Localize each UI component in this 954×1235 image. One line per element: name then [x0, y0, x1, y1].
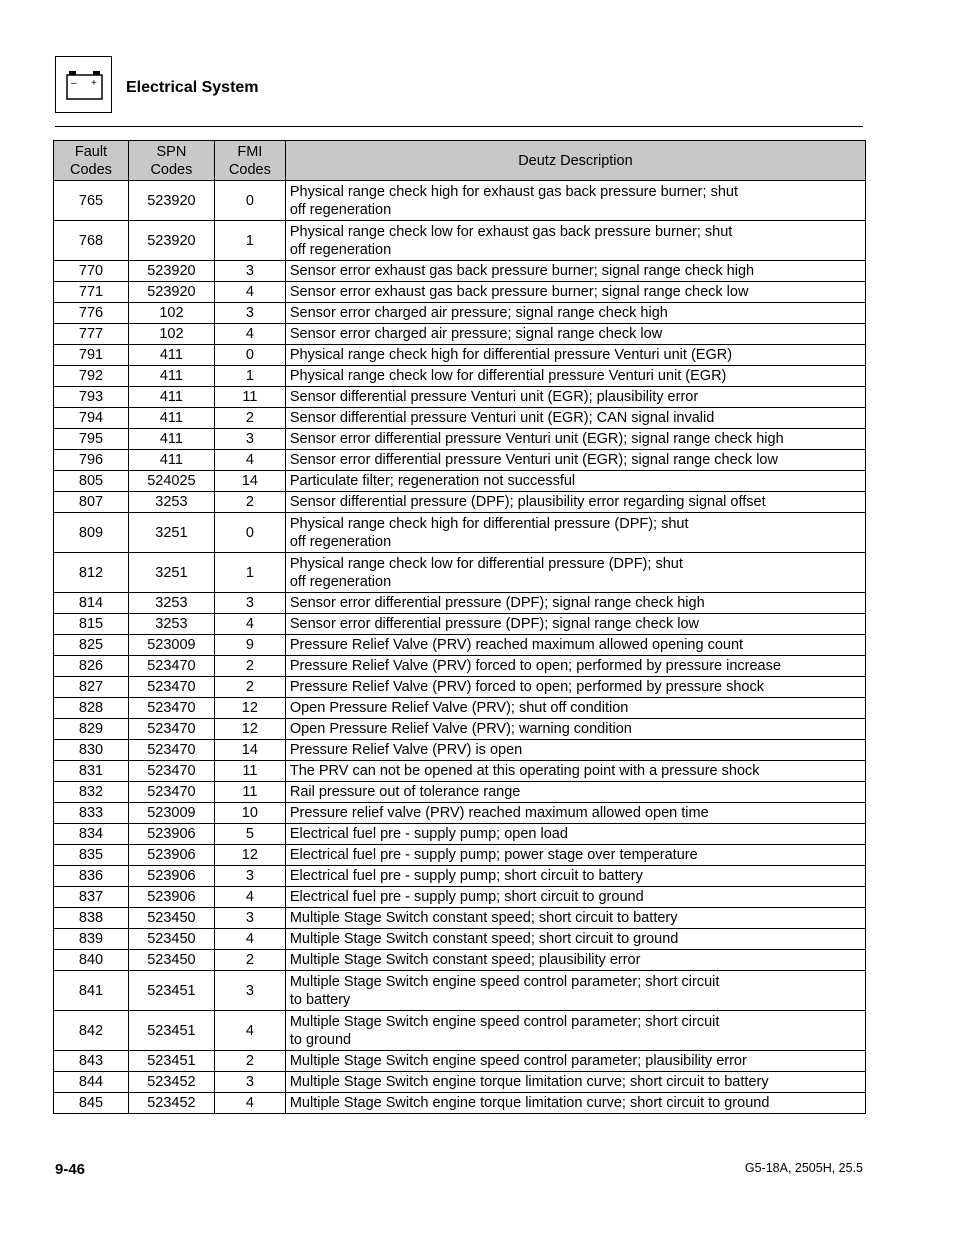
fmi-code-cell: 2	[214, 656, 285, 677]
spn-code-cell: 3253	[128, 614, 214, 635]
fault-code-cell: 843	[54, 1051, 129, 1072]
spn-code-cell: 411	[128, 450, 214, 471]
spn-code-cell: 3251	[128, 553, 214, 593]
spn-code-cell: 411	[128, 387, 214, 408]
fmi-code-cell: 5	[214, 824, 285, 845]
fmi-code-cell: 4	[214, 614, 285, 635]
description-cell: Sensor error charged air pressure; signal range check low	[285, 324, 865, 345]
table-row	[54, 492, 866, 513]
spn-code-cell: 523451	[128, 1051, 214, 1072]
fault-code-cell: 840	[54, 950, 129, 971]
fmi-code-cell: 1	[214, 221, 285, 261]
spn-code-cell: 3253	[128, 593, 214, 614]
fault-code-cell: 793	[54, 387, 129, 408]
spn-code-cell: 523906	[128, 887, 214, 908]
table-row	[54, 429, 866, 450]
spn-code-cell: 523470	[128, 656, 214, 677]
table-row	[54, 887, 866, 908]
description-cell: Physical range check low for differential pressure Venturi unit (EGR)	[285, 366, 865, 387]
table-row	[54, 324, 866, 345]
description-cell: Sensor error charged air pressure; signal range check high	[285, 303, 865, 324]
fault-code-cell: 795	[54, 429, 129, 450]
description-cell: Physical range check high for differential pressure (DPF); shut off regeneration	[285, 513, 865, 553]
table-row	[54, 782, 866, 803]
description-cell: Multiple Stage Switch engine speed control parameter; short circuit to battery	[285, 971, 865, 1011]
spn-code-cell: 523009	[128, 635, 214, 656]
fmi-code-cell: 2	[214, 1051, 285, 1072]
spn-code-cell: 523450	[128, 950, 214, 971]
fmi-code-cell: 2	[214, 950, 285, 971]
description-cell: Physical range check high for exhaust gas back pressure burner; shut off regeneration	[285, 181, 865, 221]
fault-code-cell: 825	[54, 635, 129, 656]
description-cell: Sensor error exhaust gas back pressure burner; signal range check low	[285, 282, 865, 303]
fault-code-cell: 842	[54, 1011, 129, 1051]
table-body	[54, 181, 866, 1114]
fmi-code-cell: 11	[214, 387, 285, 408]
fault-code-cell: 833	[54, 803, 129, 824]
fault-code-cell: 796	[54, 450, 129, 471]
fmi-code-cell: 3	[214, 866, 285, 887]
fault-code-cell: 770	[54, 261, 129, 282]
table-row	[54, 614, 866, 635]
spn-code-cell: 523920	[128, 221, 214, 261]
fmi-code-cell: 11	[214, 761, 285, 782]
fmi-code-cell: 1	[214, 366, 285, 387]
fault-code-cell: 841	[54, 971, 129, 1011]
spn-code-cell: 102	[128, 324, 214, 345]
fault-code-cell: 834	[54, 824, 129, 845]
battery-minus-sign: –	[71, 78, 77, 89]
spn-code-cell: 523452	[128, 1093, 214, 1114]
description-cell: Sensor error differential pressure (DPF); signal range check low	[285, 614, 865, 635]
description-cell: Pressure Relief Valve (PRV) is open	[285, 740, 865, 761]
description-cell: Sensor error differential pressure (DPF); signal range check high	[285, 593, 865, 614]
fault-code-cell: 814	[54, 593, 129, 614]
spn-code-cell: 523470	[128, 719, 214, 740]
fault-code-cell: 827	[54, 677, 129, 698]
fault-code-cell: 807	[54, 492, 129, 513]
header-fmi-codes: FMI Codes	[214, 141, 285, 181]
table-row	[54, 1093, 866, 1114]
table-row	[54, 593, 866, 614]
description-cell: Electrical fuel pre - supply pump; open load	[285, 824, 865, 845]
spn-code-cell: 523452	[128, 1072, 214, 1093]
fmi-code-cell: 1	[214, 553, 285, 593]
table-row	[54, 221, 866, 261]
fmi-code-cell: 3	[214, 261, 285, 282]
fmi-code-cell: 2	[214, 492, 285, 513]
fmi-code-cell: 3	[214, 1072, 285, 1093]
fault-code-cell: 845	[54, 1093, 129, 1114]
table-row	[54, 345, 866, 366]
description-cell: Multiple Stage Switch engine torque limitation curve; short circuit to ground	[285, 1093, 865, 1114]
table-row	[54, 261, 866, 282]
description-cell: Sensor differential pressure Venturi unit (EGR); CAN signal invalid	[285, 408, 865, 429]
table-row	[54, 740, 866, 761]
spn-code-cell: 523906	[128, 866, 214, 887]
description-cell: Sensor error differential pressure Venturi unit (EGR); signal range check low	[285, 450, 865, 471]
spn-code-cell: 523906	[128, 845, 214, 866]
table-row	[54, 866, 866, 887]
spn-code-cell: 523470	[128, 698, 214, 719]
description-cell: Multiple Stage Switch engine speed control parameter; short circuit to ground	[285, 1011, 865, 1051]
fmi-code-cell: 3	[214, 971, 285, 1011]
spn-code-cell: 3253	[128, 492, 214, 513]
table-row	[54, 971, 866, 1011]
header-deutz-description: Deutz Description	[285, 141, 865, 181]
description-cell: Multiple Stage Switch engine torque limitation curve; short circuit to battery	[285, 1072, 865, 1093]
description-cell: Sensor error exhaust gas back pressure burner; signal range check high	[285, 261, 865, 282]
fault-code-cell: 791	[54, 345, 129, 366]
description-cell: Sensor differential pressure (DPF); plausibility error regarding signal offset	[285, 492, 865, 513]
page-number: 9-46	[55, 1161, 86, 1178]
fmi-code-cell: 0	[214, 345, 285, 366]
fault-code-cell: 812	[54, 553, 129, 593]
fault-code-cell: 838	[54, 908, 129, 929]
fmi-code-cell: 12	[214, 698, 285, 719]
description-cell: Particulate filter; regeneration not successful	[285, 471, 865, 492]
fmi-code-cell: 14	[214, 740, 285, 761]
table-row	[54, 408, 866, 429]
description-cell: Electrical fuel pre - supply pump; short circuit to ground	[285, 887, 865, 908]
description-cell: Open Pressure Relief Valve (PRV); warning condition	[285, 719, 865, 740]
table-row	[54, 450, 866, 471]
table-row	[54, 845, 866, 866]
fmi-code-cell: 4	[214, 1011, 285, 1051]
table-row	[54, 950, 866, 971]
fmi-code-cell: 2	[214, 408, 285, 429]
fault-code-cell: 792	[54, 366, 129, 387]
table-row	[54, 366, 866, 387]
fault-code-cell: 809	[54, 513, 129, 553]
fault-code-cell: 831	[54, 761, 129, 782]
fault-code-cell: 829	[54, 719, 129, 740]
fault-codes-table	[53, 140, 866, 1114]
spn-code-cell: 3251	[128, 513, 214, 553]
description-cell: Sensor differential pressure Venturi unit (EGR); plausibility error	[285, 387, 865, 408]
fmi-code-cell: 4	[214, 282, 285, 303]
fault-code-cell: 777	[54, 324, 129, 345]
spn-code-cell: 524025	[128, 471, 214, 492]
description-cell: Physical range check low for exhaust gas back pressure burner; shut off regeneration	[285, 221, 865, 261]
spn-code-cell: 523920	[128, 181, 214, 221]
fmi-code-cell: 3	[214, 593, 285, 614]
description-cell: Multiple Stage Switch constant speed; short circuit to ground	[285, 929, 865, 950]
table-row	[54, 803, 866, 824]
fault-code-cell: 815	[54, 614, 129, 635]
table-row	[54, 929, 866, 950]
fmi-code-cell: 3	[214, 303, 285, 324]
fault-code-cell: 771	[54, 282, 129, 303]
spn-code-cell: 523450	[128, 908, 214, 929]
fault-code-cell: 794	[54, 408, 129, 429]
table-row	[54, 471, 866, 492]
fmi-code-cell: 4	[214, 887, 285, 908]
spn-code-cell: 523470	[128, 677, 214, 698]
fault-code-cell: 768	[54, 221, 129, 261]
table-row	[54, 387, 866, 408]
spn-code-cell: 411	[128, 429, 214, 450]
fault-code-cell: 837	[54, 887, 129, 908]
table-row	[54, 698, 866, 719]
section-title: Electrical System	[126, 79, 259, 96]
fmi-code-cell: 4	[214, 1093, 285, 1114]
table-row	[54, 677, 866, 698]
fmi-code-cell: 2	[214, 677, 285, 698]
description-cell: Rail pressure out of tolerance range	[285, 782, 865, 803]
fmi-code-cell: 12	[214, 845, 285, 866]
fault-code-cell: 826	[54, 656, 129, 677]
fmi-code-cell: 4	[214, 929, 285, 950]
table-row	[54, 719, 866, 740]
table-row	[54, 908, 866, 929]
fmi-code-cell: 3	[214, 429, 285, 450]
description-cell: Electrical fuel pre - supply pump; power stage over temperature	[285, 845, 865, 866]
table-row	[54, 761, 866, 782]
fault-code-cell: 805	[54, 471, 129, 492]
document-reference: G5-18A, 2505H, 25.5	[744, 1161, 863, 1175]
table-row	[54, 553, 866, 593]
fault-code-cell: 828	[54, 698, 129, 719]
description-cell: Physical range check low for differential pressure (DPF); shut off regeneration	[285, 553, 865, 593]
fmi-code-cell: 9	[214, 635, 285, 656]
table-row	[54, 303, 866, 324]
spn-code-cell: 523920	[128, 282, 214, 303]
table-row	[54, 282, 866, 303]
description-cell: Pressure Relief Valve (PRV) forced to open; performed by pressure shock	[285, 677, 865, 698]
fmi-code-cell: 0	[214, 181, 285, 221]
description-cell: Multiple Stage Switch constant speed; short circuit to battery	[285, 908, 865, 929]
description-cell: Pressure Relief Valve (PRV) forced to open; performed by pressure increase	[285, 656, 865, 677]
header-spn-codes: SPN Codes	[128, 141, 214, 181]
fault-code-cell: 836	[54, 866, 129, 887]
table-row	[54, 656, 866, 677]
spn-code-cell: 523009	[128, 803, 214, 824]
fmi-code-cell: 12	[214, 719, 285, 740]
fault-code-cell: 830	[54, 740, 129, 761]
battery-icon	[56, 57, 113, 114]
table-row	[54, 181, 866, 221]
spn-code-cell: 523450	[128, 929, 214, 950]
description-cell: Multiple Stage Switch engine speed control parameter; plausibility error	[285, 1051, 865, 1072]
spn-code-cell: 411	[128, 366, 214, 387]
fmi-code-cell: 3	[214, 908, 285, 929]
header-fault-codes: Fault Codes	[54, 141, 129, 181]
spn-code-cell: 523920	[128, 261, 214, 282]
fault-code-cell: 832	[54, 782, 129, 803]
table-row	[54, 1051, 866, 1072]
description-cell: Multiple Stage Switch constant speed; plausibility error	[285, 950, 865, 971]
header-divider	[55, 126, 863, 127]
fmi-code-cell: 14	[214, 471, 285, 492]
table-row	[54, 513, 866, 553]
description-cell: Pressure Relief Valve (PRV) reached maximum allowed opening count	[285, 635, 865, 656]
spn-code-cell: 523451	[128, 1011, 214, 1051]
description-cell: Physical range check high for differential pressure Venturi unit (EGR)	[285, 345, 865, 366]
table-row	[54, 1072, 866, 1093]
battery-plus-sign: +	[91, 78, 97, 89]
fault-code-cell: 765	[54, 181, 129, 221]
fmi-code-cell: 11	[214, 782, 285, 803]
description-cell: Electrical fuel pre - supply pump; short circuit to battery	[285, 866, 865, 887]
fmi-code-cell: 4	[214, 450, 285, 471]
spn-code-cell: 411	[128, 408, 214, 429]
spn-code-cell: 523470	[128, 761, 214, 782]
fault-code-cell: 835	[54, 845, 129, 866]
fault-code-cell: 776	[54, 303, 129, 324]
description-cell: Open Pressure Relief Valve (PRV); shut off condition	[285, 698, 865, 719]
fault-code-cell: 839	[54, 929, 129, 950]
battery-icon-box	[55, 56, 112, 113]
spn-code-cell: 523451	[128, 971, 214, 1011]
fault-code-cell: 844	[54, 1072, 129, 1093]
spn-code-cell: 411	[128, 345, 214, 366]
table-row	[54, 1011, 866, 1051]
fmi-code-cell: 10	[214, 803, 285, 824]
spn-code-cell: 102	[128, 303, 214, 324]
description-cell: Pressure relief valve (PRV) reached maximum allowed open time	[285, 803, 865, 824]
description-cell: Sensor error differential pressure Venturi unit (EGR); signal range check high	[285, 429, 865, 450]
table-row	[54, 635, 866, 656]
description-cell: The PRV can not be opened at this operating point with a pressure shock	[285, 761, 865, 782]
table-header-row	[54, 141, 866, 181]
spn-code-cell: 523906	[128, 824, 214, 845]
fmi-code-cell: 0	[214, 513, 285, 553]
spn-code-cell: 523470	[128, 782, 214, 803]
table-row	[54, 824, 866, 845]
fmi-code-cell: 4	[214, 324, 285, 345]
spn-code-cell: 523470	[128, 740, 214, 761]
